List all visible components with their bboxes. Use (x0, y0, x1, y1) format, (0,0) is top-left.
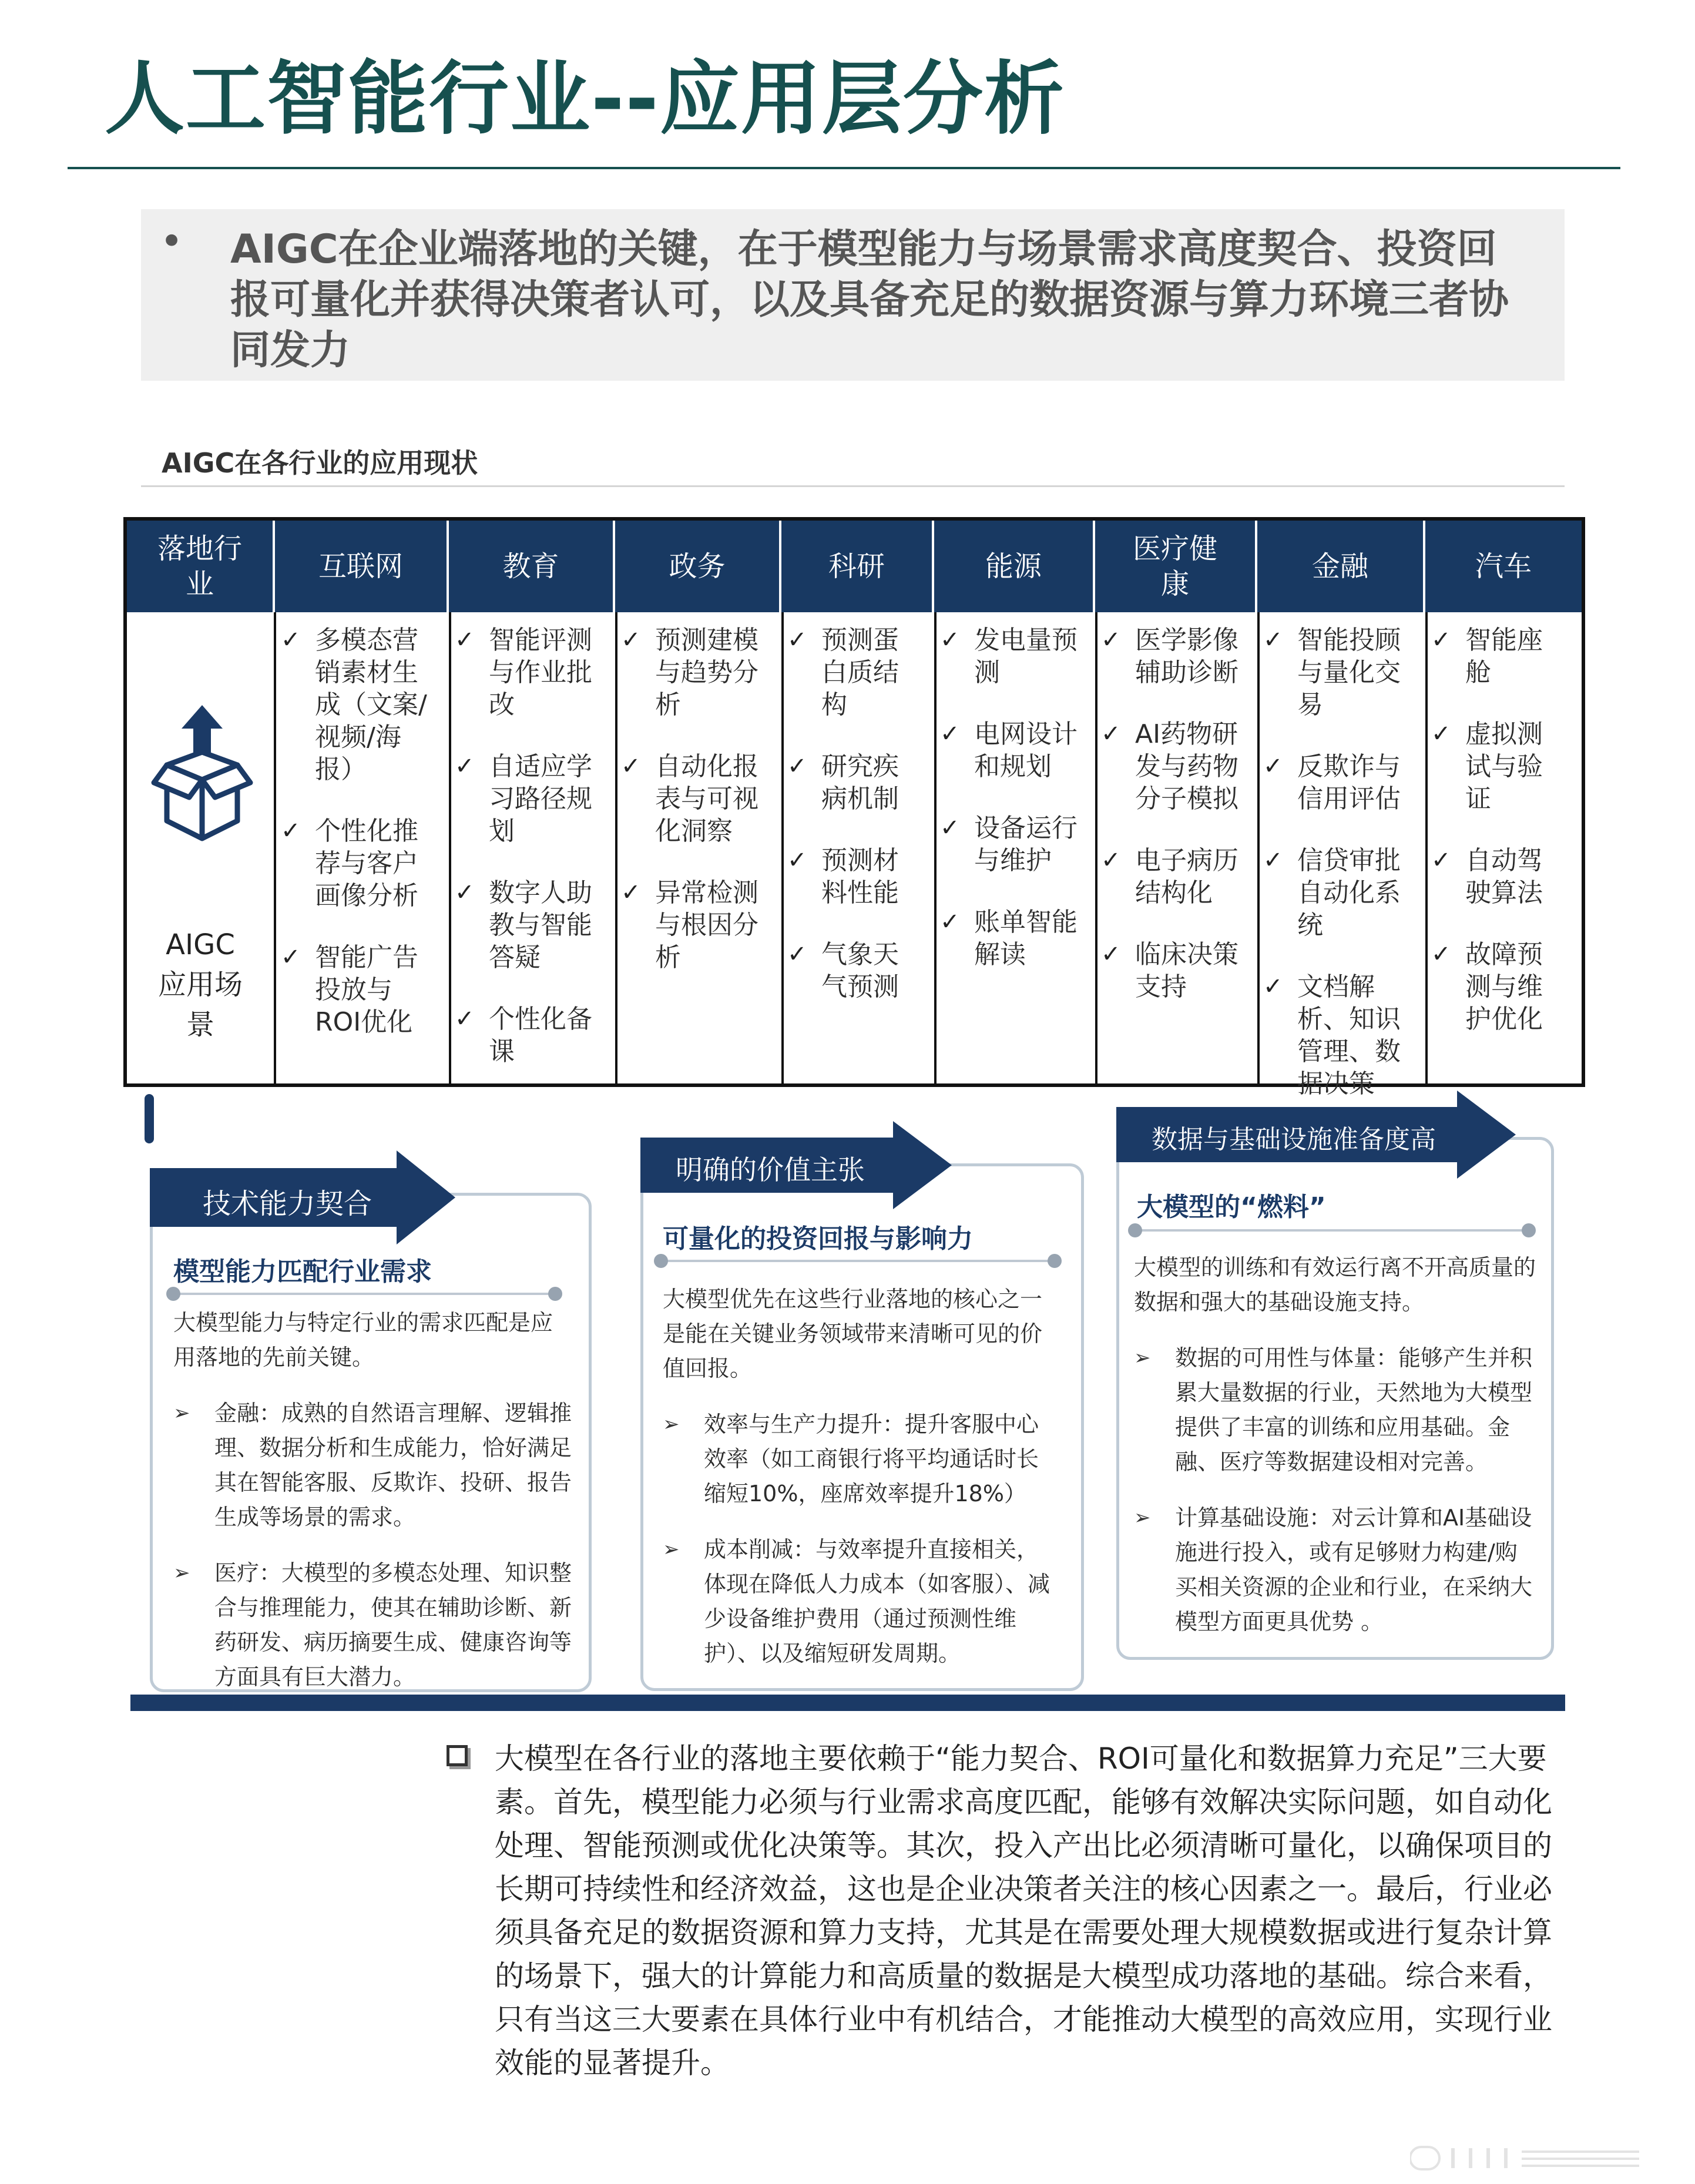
list-item: ➢ 效率与生产力提升：提升客服中心效率（如工商银行将平均通话时长缩短10%，座席效率提升18%） (663, 1411, 1039, 1507)
card-subtitle: 可量化的投资回报与影响力 (663, 1224, 973, 1254)
card-divider (173, 1293, 555, 1295)
list-item: ➢ 计算基础设施：对云计算和AI基础设施进行投入，或有足够财力构建/购买相关资源的企业和行业，在采纳大模型方面更具优势 。 (1134, 1505, 1533, 1635)
header-government: 政务 (615, 521, 781, 612)
list-item: ✓ 自动驾驶算法 (1431, 846, 1543, 908)
list-item: ✓ 异常检测与根因分析 (621, 878, 758, 972)
card-subtitle: 模型能力匹配行业需求 (173, 1257, 432, 1287)
row-header (127, 612, 274, 1083)
summary-text: AIGC在企业端落地的关键，在于模型能力与场景需求高度契合、投资回报可量化并获得决策者认可，以及具备充足的数据资源与算力环境三者协同发力 (230, 226, 1509, 374)
row-label: AIGC应用场景 (157, 928, 243, 1041)
column-divider (274, 612, 276, 1083)
title-divider (68, 167, 1620, 169)
card-body (1134, 1250, 1539, 1639)
cell-energy (940, 624, 1093, 1000)
list-item: ✓ 医学影像辅助诊断 (1101, 625, 1238, 687)
list-item: ✓ 个性化备课 (455, 1004, 592, 1066)
column-divider (1425, 612, 1428, 1083)
card-intro: 大模型能力与特定行业的需求匹配是应用落地的先前关键。 (173, 1310, 553, 1370)
header-research: 科研 (781, 521, 934, 612)
list-item: ✓ 预测材料性能 (787, 846, 899, 908)
header-healthcare: 医疗健康 (1095, 521, 1257, 612)
cell-government (621, 624, 777, 1003)
header-finance: 金融 (1257, 521, 1425, 612)
list-item: ✓ 预测建模与趋势分析 (621, 625, 758, 720)
open-box-icon (149, 700, 255, 853)
watermark-icon (1410, 2145, 1680, 2172)
list-item: ➢ 成本削减：与效率提升直接相关，体现在降低人力成本（如客服）、减少设备维护费用（通过预测性维护）、以及缩短研发周期。 (663, 1536, 1050, 1666)
checkbox-icon (447, 1745, 468, 1766)
ribbon-title: 数据与基础设施准备度高 (1152, 1125, 1436, 1155)
card-intro: 大模型的训练和有效运行离不开高质量的数据和强大的基础设施支持。 (1134, 1254, 1536, 1315)
list-item: ✓ 故障预测与维护优化 (1431, 940, 1543, 1034)
list-item: ➢ 数据的可用性与体量：能够产生并积累大量数据的行业，天然地为大模型提供了丰富的训练和应用基础。金融、医疗等数据建设相对完善。 (1134, 1345, 1533, 1475)
section-bar (130, 1695, 1565, 1711)
summary-box (141, 209, 1565, 381)
list-item: ✓ 信贷审批自动化系统 (1263, 846, 1401, 940)
list-item: ✓ 个性化推荐与客户画像分析 (281, 816, 418, 911)
cell-research (787, 624, 931, 1032)
section-title: AIGC在各行业的应用现状 (162, 447, 478, 479)
list-item: ✓ 自适应学习路径规划 (455, 752, 592, 846)
column-divider (615, 612, 617, 1083)
cell-internet (281, 624, 439, 1068)
list-item: ✓ 智能投顾与量化交易 (1263, 625, 1401, 720)
list-item: ✓ 多模态营销素材生成（文案/视频/海报） (281, 625, 427, 784)
card-divider (661, 1260, 1055, 1262)
card-body (663, 1282, 1056, 1671)
list-item: ✓ 账单智能解读 (940, 907, 1078, 969)
cell-healthcare (1101, 624, 1254, 1032)
cell-automotive (1431, 624, 1578, 1065)
list-item: ✓ 设备运行与维护 (940, 813, 1078, 875)
list-item: ✓ 智能广告投放与ROI优化 (281, 942, 418, 1037)
list-item: ✓ 智能评测与作业批改 (455, 625, 592, 720)
cell-education (455, 624, 610, 1097)
header-internet: 互联网 (275, 521, 449, 612)
list-item: ✓ 虚拟测试与验证 (1431, 719, 1543, 814)
header-automotive: 汽车 (1475, 550, 1532, 583)
card-body (173, 1306, 573, 1695)
card-intro: 大模型优先在这些行业落地的核心之一是能在关键业务领域带来清晰可见的价值回报。 (663, 1286, 1043, 1381)
card-subtitle: 大模型的“燃料” (1137, 1192, 1326, 1222)
list-item: ✓ 预测蛋白质结构 (787, 625, 899, 720)
summary-bullet: • (160, 219, 184, 265)
list-item: ✓ 智能座舱 (1431, 625, 1543, 687)
list-item: ✓ 自动化报表与可视化洞察 (621, 752, 758, 846)
cell-finance (1263, 624, 1422, 1129)
column-divider (449, 612, 451, 1083)
section-divider (141, 485, 1565, 487)
header-education: 教育 (449, 521, 615, 612)
list-item: ➢ 医疗：大模型的多模态处理、知识整合与推理能力，使其在辅助诊断、新药研发、病历摘要生成、健康咨询等方面具有巨大潜力。 (173, 1560, 572, 1690)
accent-mark (145, 1094, 154, 1143)
list-item: ✓ 临床决策支持 (1101, 940, 1238, 1002)
page-title: 人工智能行业--应用层分析 (105, 53, 1065, 146)
ribbon-title: 技术能力契合 (203, 1187, 372, 1220)
column-divider (1257, 612, 1260, 1083)
column-divider (781, 612, 784, 1083)
ribbon-title: 明确的价值主张 (676, 1154, 865, 1186)
list-item: ✓ 气象天气预测 (787, 940, 899, 1002)
table-header-row (127, 521, 1582, 612)
list-item: ✓ 电网设计和规划 (940, 719, 1078, 781)
list-item: ✓ 数字人助教与智能答疑 (455, 878, 592, 972)
card-divider (1135, 1229, 1529, 1232)
list-item: ✓ 反欺诈与信用评估 (1263, 752, 1401, 814)
column-divider (1095, 612, 1097, 1083)
industry-table (123, 517, 1585, 1099)
list-item: ✓ 文档解析、知识管理、数据决策 (1263, 972, 1401, 1099)
list-item: ✓ AI药物研发与药物分子模拟 (1101, 719, 1238, 814)
header-energy: 能源 (934, 521, 1095, 612)
list-item: ➢ 金融：成熟的自然语言理解、逻辑推理、数据分析和生成能力，恰好满足其在智能客服、反欺诈、投研、报告生成等场景的需求。 (173, 1400, 572, 1530)
list-item: ✓ 研究疾病机制 (787, 752, 899, 814)
header-corner: 落地行业 (127, 521, 275, 612)
list-item: ✓ 发电量预测 (940, 625, 1078, 687)
column-divider (934, 612, 937, 1083)
list-item: ✓ 电子病历结构化 (1101, 846, 1238, 908)
conclusion-text: 大模型在各行业的落地主要依赖于“能力契合、ROI可量化和数据算力充足”三大要素。首先，模型能力必须与行业需求高度匹配，能够有效解决实际问题，如自动化处理、智能预测或优化决策等。其次，投入产出比必须清晰可量化，以确保项目的长期可持续性和经济效益，这也是企业决策者关注的核心因素之一。最后，行业必须具备充足的数据资源和算力支持，尤其是在需要处理大规模数据或进行复杂计算的场景下，强大的计算能力和高质量的数据是大模型成功落地的基础。综合来看，只有当这三大要素在具体行业中有机结合，才能推动大模型的高效应用，实现行业效能的显著提升。 (495, 1742, 1552, 2080)
